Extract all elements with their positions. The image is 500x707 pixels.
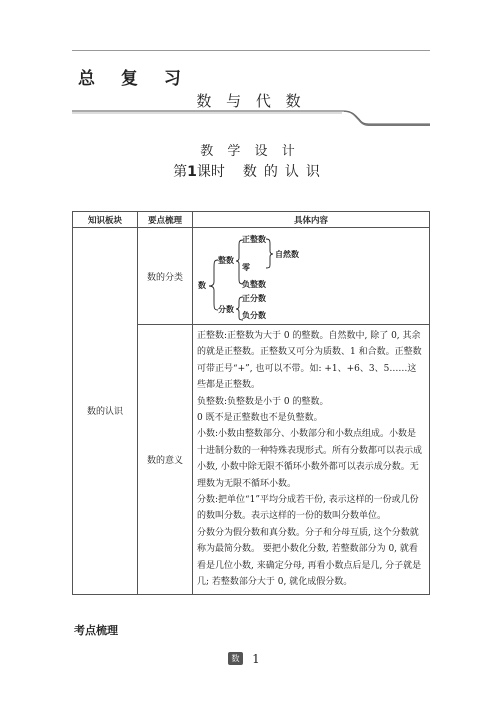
meaning-cell xyxy=(193,325,430,595)
unit-title: 数 与 代 数 xyxy=(196,92,306,110)
point-cell: 数的分类 xyxy=(138,228,193,325)
page-footer xyxy=(228,648,260,664)
paragraph-fraction: 分数:把单位“1”平均分成若干份, 表示这样的一份或几份的数叫分数。表示这样的一份的数叫分数单位。 xyxy=(197,495,419,522)
paragraph-fraction-types: 分数分为假分数和真分数。分子和分母互质, 这个分数就称为最简分数。 要把小数化分数, 若整数部分为 0, 就看看是几位小数, 来确定分母, 再看小数点后是几, 分子就是几; 若整数部分大于 0, 就化成假分数。 xyxy=(197,527,422,588)
tree-natural-number: 自然数 xyxy=(275,250,299,259)
paragraph-decimal: 小数:小数由整数部分、小数部分和小数点组成。小数是十进制分数的一种特殊表现形式。所有分数都可以表示成小数, 小数中除无限不循环小数外都可以表示成分数。无理数为无限不循环小数。 xyxy=(197,429,423,489)
lesson-prefix: 第 xyxy=(173,164,188,180)
page-number: 1 xyxy=(252,651,260,666)
tree-positive-integer: 正整数 xyxy=(242,235,266,244)
block-cell: 数的认识 xyxy=(73,228,138,595)
table-header-row xyxy=(73,212,430,228)
lesson-number: 1 xyxy=(187,164,197,180)
point-cell: 数的意义 xyxy=(138,325,193,595)
tree-negative-integer: 负整数 xyxy=(242,280,266,289)
header-point: 要点梳理 xyxy=(138,212,193,228)
header-content: 具体内容 xyxy=(193,212,430,228)
page-title: 总 复 习 xyxy=(78,69,191,89)
design-subtitle: 教 学 设 计 xyxy=(200,144,300,159)
tree-fraction: 分数 xyxy=(218,305,234,314)
lesson-name: 数的认识 xyxy=(242,164,327,180)
tree-root: 数 xyxy=(198,281,206,290)
tree-zero: 零 xyxy=(242,263,250,272)
lesson-title xyxy=(0,161,500,181)
tree-integer: 整数 xyxy=(218,256,234,265)
lesson-table xyxy=(72,211,430,595)
header-block: 知识板块 xyxy=(73,212,138,228)
paragraph-zero: 0 既不是正整数也不是负整数。 xyxy=(197,413,323,424)
unit-banner xyxy=(72,86,430,130)
table-row xyxy=(73,228,430,325)
subject-badge: 数 xyxy=(228,652,243,665)
classification-cell xyxy=(193,228,430,325)
tree-negative-fraction: 负分数 xyxy=(242,311,266,320)
section-heading: 考点梳理 xyxy=(74,624,118,637)
tree-positive-fraction: 正分数 xyxy=(242,294,266,303)
lesson-suffix: 课时 xyxy=(196,164,225,180)
paragraph-positive-integer: 正整数:正整数为大于 0 的整数。自然数中, 除了 0, 其余的就是正整数。正整数又可分为质数、1 和合数。正整数可带正号“+”, 也可以不带。如: +1、+6、3、5……这些都是正整数。 xyxy=(197,331,422,391)
top-rule xyxy=(72,50,430,51)
paragraph-negative-integer: 负整数:负整数是小于 0 的整数。 xyxy=(197,396,329,407)
number-classification-tree xyxy=(193,228,436,324)
